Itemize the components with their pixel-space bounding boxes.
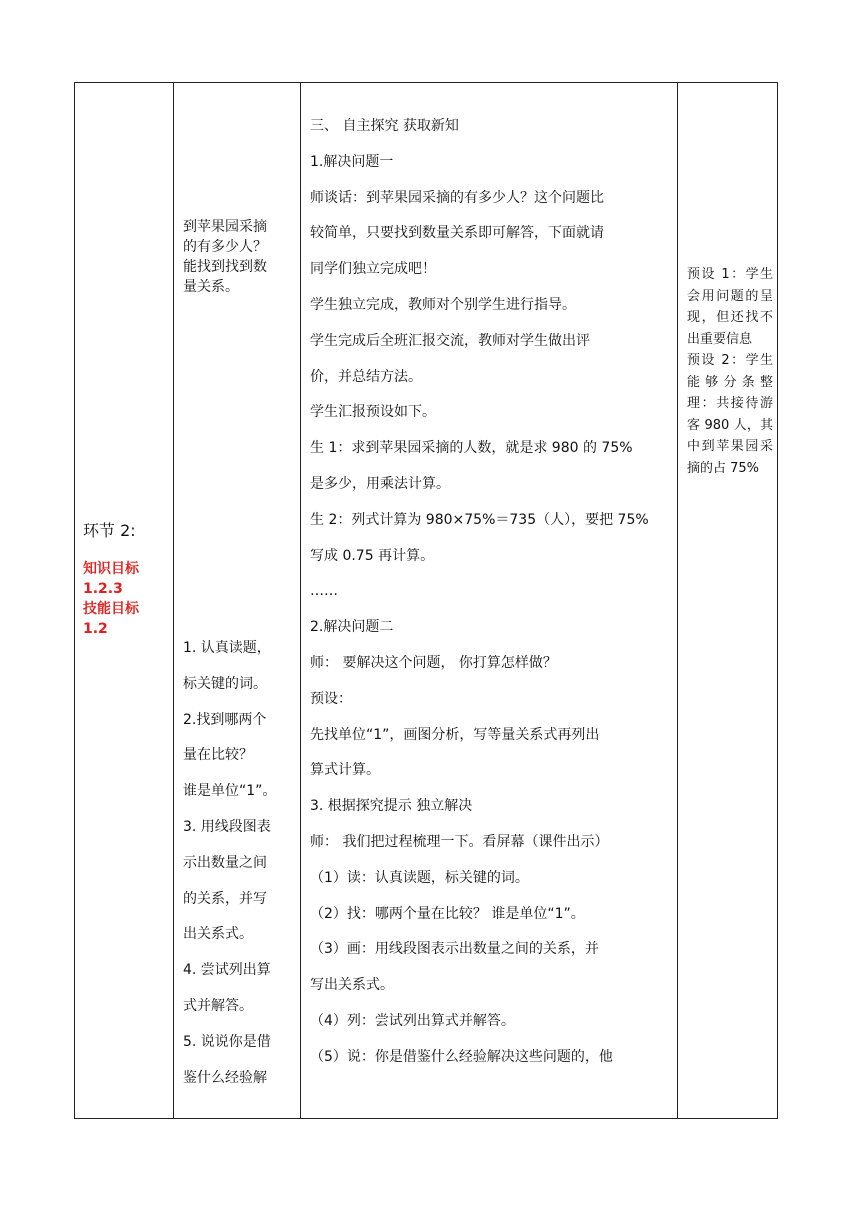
process-line: 学生独立完成，教师对个别学生进行指导。 [310, 296, 576, 313]
problem-note [183, 217, 295, 297]
process-line: 2.解决问题二 [310, 619, 394, 636]
process-line: 写成 0.75 再计算。 [310, 547, 435, 564]
stage-title: 环节 2: [83, 521, 136, 540]
process-line: 先找单位“1”，画图分析，写等量关系式再列出 [310, 726, 600, 743]
process-line: 生 1：求到苹果园采摘的人数，就是求 980 的 75% [310, 440, 633, 457]
process-text [310, 109, 670, 1076]
step-line: 示出数量之间 [183, 854, 267, 871]
step-line: 1. 认真读题， [183, 640, 271, 656]
lesson-plan-table [74, 82, 778, 1119]
process-line: 同学们独立完成吧！ [310, 261, 436, 278]
goal-line: 1.2 [83, 621, 108, 637]
process-line: 学生汇报预设如下。 [310, 404, 436, 421]
teaching-process-column [300, 83, 677, 1118]
process-line: （2）找：哪两个量在比较？ 谁是单位“1”。 [310, 905, 585, 922]
process-line: （1）读：认真读题，标关键的词。 [310, 869, 529, 886]
process-line: （3）画：用线段图表示出数量之间的关系，并 [310, 941, 599, 958]
process-line: 较简单，只要找到数量关系即可解答，下面就请 [310, 225, 604, 242]
process-line: …… [310, 583, 338, 600]
process-line: 师： 我们把过程梳理一下。看屏幕（课件出示） [310, 833, 609, 850]
step-line: 谁是单位“1”。 [183, 783, 277, 800]
note-line: 量关系。 [183, 279, 239, 295]
preset-1: 预设 1：学生会用问题的呈现，但还找不出重要信息 [687, 267, 773, 347]
expected-outcome-column [677, 83, 779, 1118]
step-line: 5. 说说你是借 [183, 1033, 271, 1050]
goal-line: 1.2.3 [83, 581, 123, 597]
note-line: 到苹果园采摘 [183, 219, 267, 235]
process-line: 预设： [310, 690, 352, 707]
student-activity-column [173, 83, 300, 1118]
process-line: 是多少，用乘法计算。 [310, 475, 450, 492]
process-line: 算式计算。 [310, 762, 380, 779]
process-line: （4）列：尝试列出算式并解答。 [310, 1012, 515, 1029]
process-line: 生 2：列式计算为 980×75%＝735（人），要把 75% [310, 511, 649, 528]
stage-column [75, 83, 173, 1118]
process-line: 3. 根据探究提示 独立解决 [310, 798, 473, 815]
process-line: 写出关系式。 [310, 977, 394, 994]
goal-line: 技能目标 [83, 601, 139, 617]
steps-list [183, 631, 297, 1096]
process-line: 学生完成后全班汇报交流，教师对学生做出评 [310, 332, 590, 349]
process-line: （5）说：你是借鉴什么经验解决这些问题的，他 [310, 1048, 613, 1065]
step-line: 标关键的词。 [183, 675, 267, 692]
step-line: 量在比较？ [183, 747, 253, 764]
process-line: 师谈话：到苹果园采摘的有多少人？这个问题比 [310, 189, 604, 206]
step-line: 出关系式。 [183, 926, 253, 943]
process-line: 价，并总结方法。 [310, 368, 422, 385]
presets-text [687, 264, 773, 479]
process-line: 师： 要解决这个问题， 你打算怎样做？ [310, 654, 557, 671]
step-line: 鉴什么经验解 [183, 1069, 267, 1086]
process-line: 三、 自主探究 获取新知 [310, 118, 459, 134]
preset-2: 预设 2：学生能够分条整理：共接待游客 980 人，其中到苹果园采摘的占 75% [687, 353, 773, 476]
step-line: 的关系，并写 [183, 890, 267, 907]
note-line: 能找到找到数 [183, 259, 267, 275]
goal-line: 知识目标 [83, 561, 139, 577]
step-line: 式并解答。 [183, 997, 253, 1014]
step-line: 4. 尝试列出算 [183, 962, 271, 979]
step-line: 3. 用线段图表 [183, 818, 271, 835]
process-line: 1.解决问题一 [310, 153, 394, 170]
note-line: 的有多少人？ [183, 239, 267, 255]
step-line: 2.找到哪两个 [183, 711, 267, 728]
goals-list [83, 559, 139, 639]
